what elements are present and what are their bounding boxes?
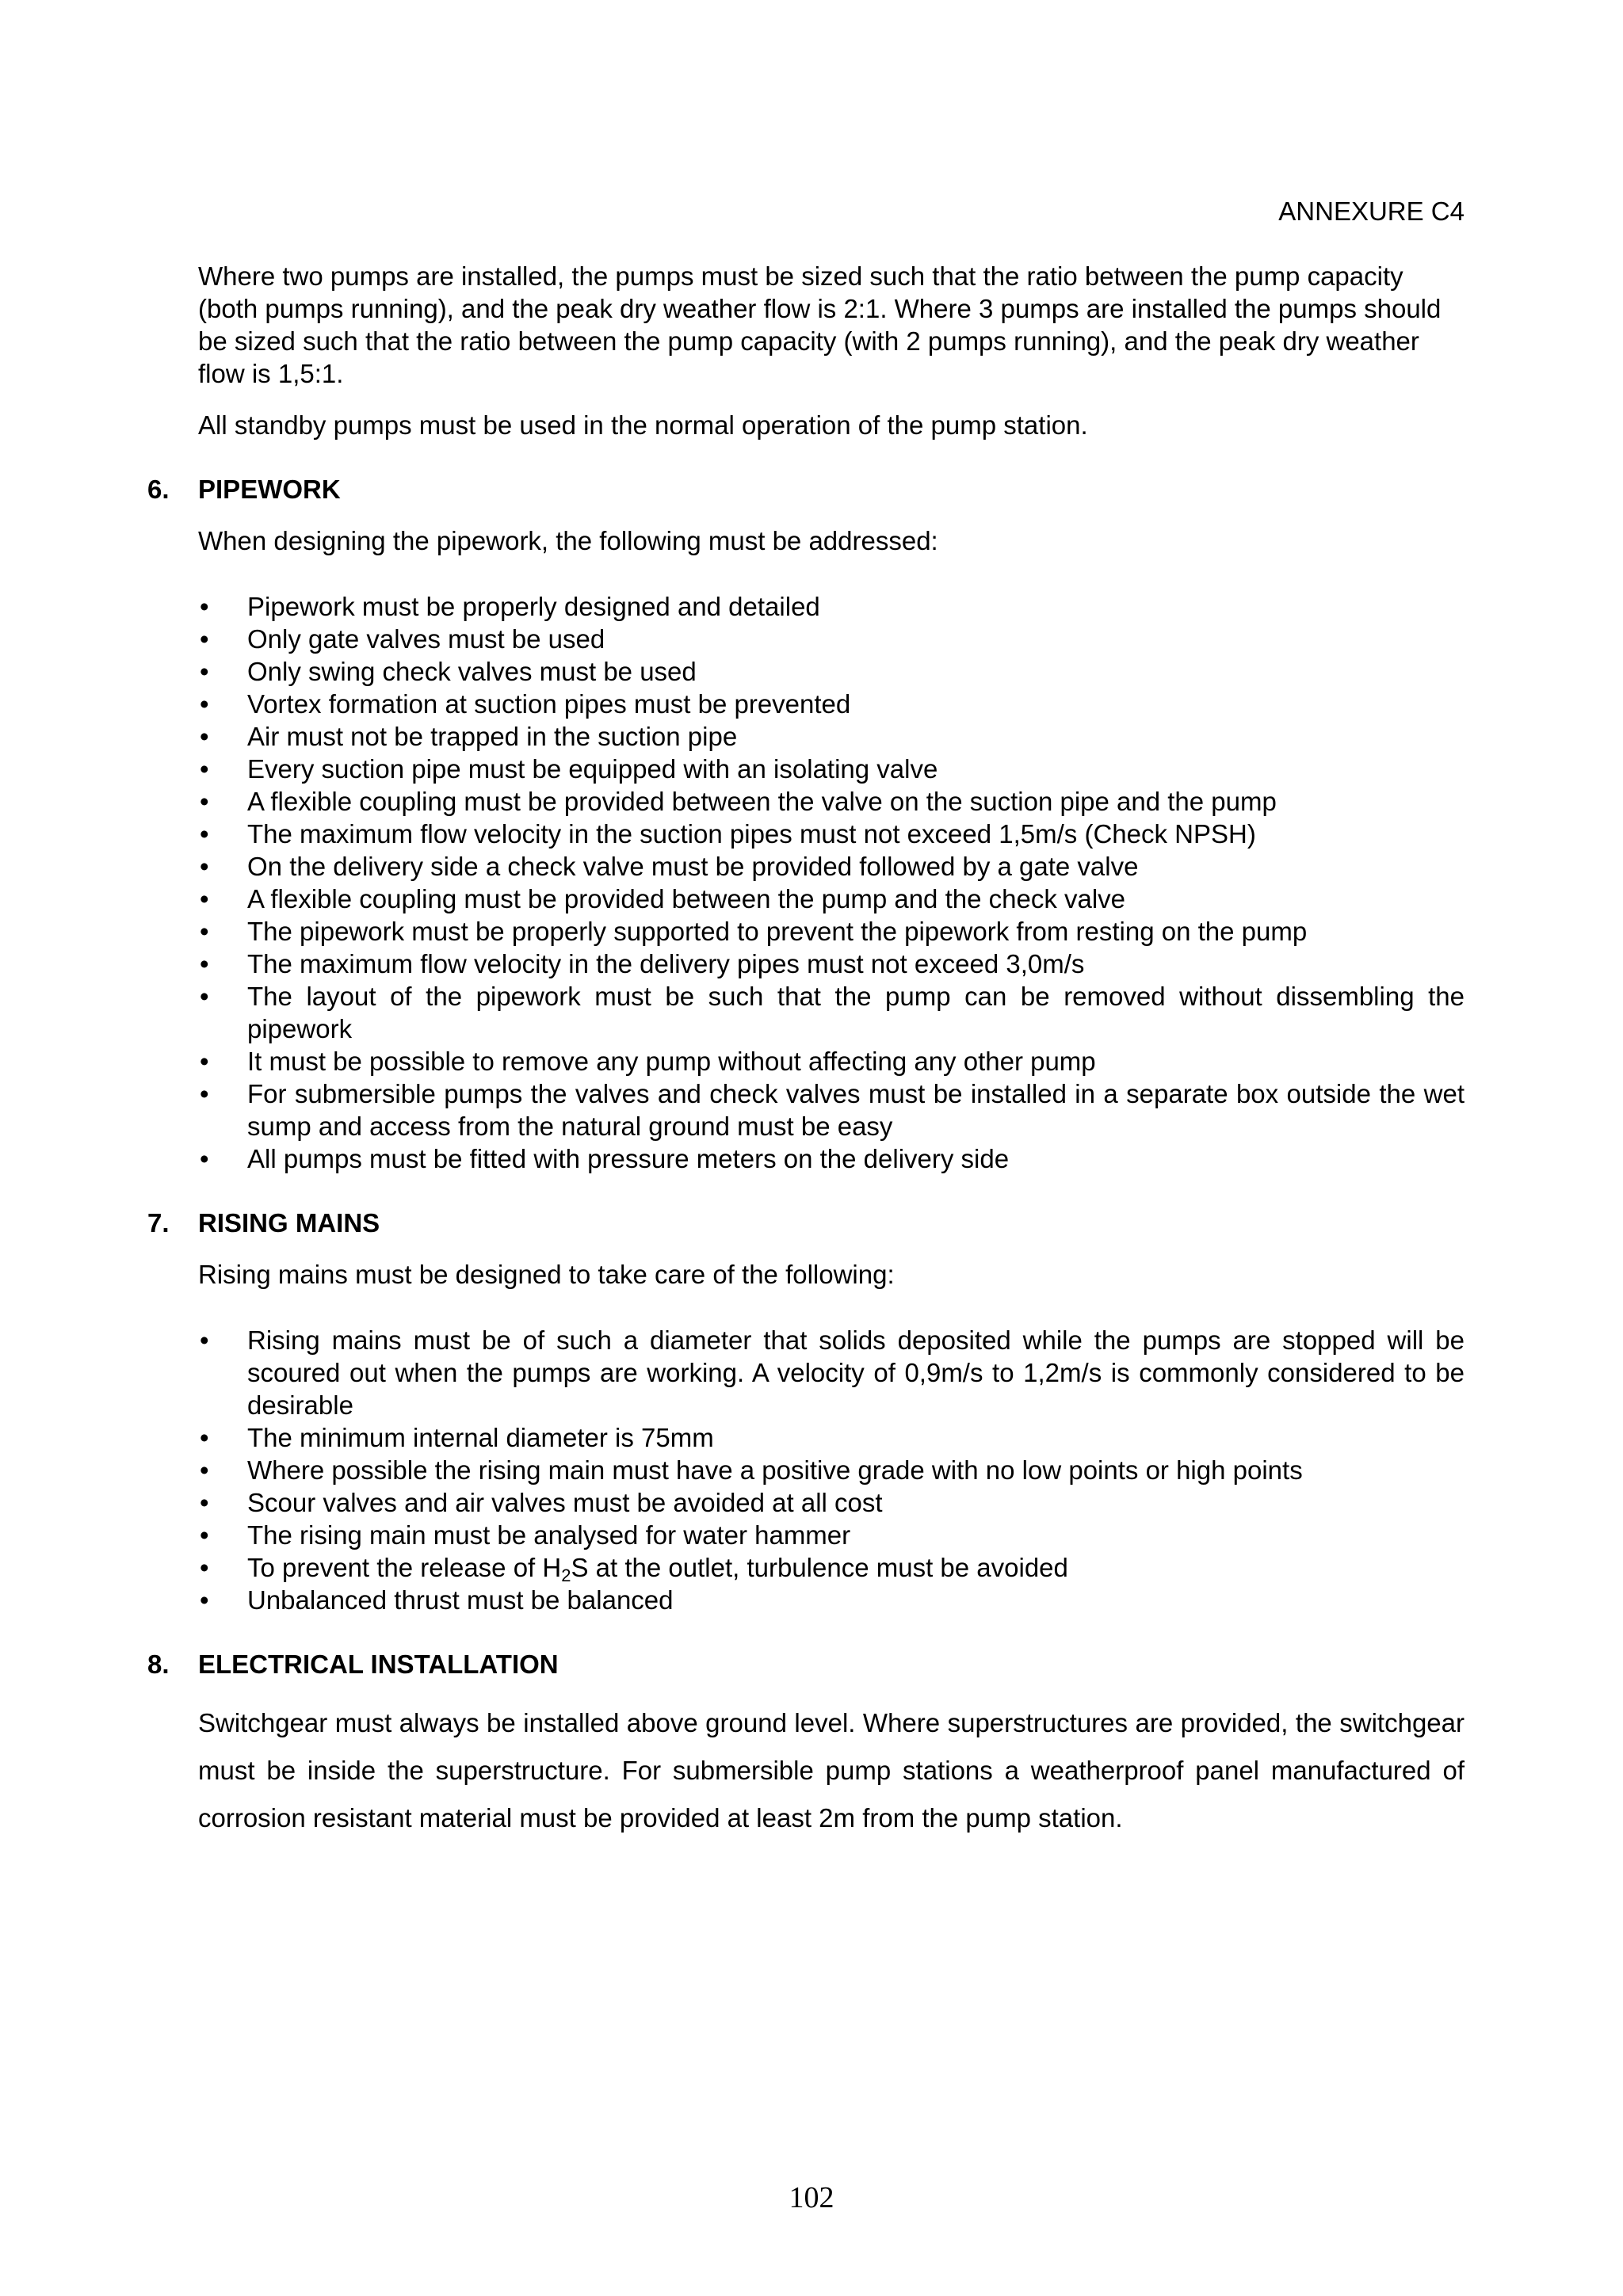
list-item: • The pipework must be properly supported to prevent the pipework from resting on the pump	[200, 917, 1308, 946]
bullet-icon: •	[200, 1325, 209, 1355]
section-heading-pipework	[147, 473, 1465, 505]
bullet-icon: •	[200, 1455, 209, 1485]
section-title: ELECTRICAL INSTALLATION	[198, 1650, 559, 1679]
rising-mains-bullet-list	[198, 1324, 1465, 1616]
section-heading-rising-mains	[147, 1207, 1465, 1239]
subscript: 2	[561, 1566, 571, 1585]
list-item: • The maximum flow velocity in the suction pipes must not exceed 1,5m/s (Check NPSH)	[200, 819, 1256, 849]
bullet-icon: •	[200, 917, 209, 946]
pipework-bullet-list	[198, 590, 1465, 1175]
pipework-intro: When designing the pipework, the following must be addressed:	[198, 526, 938, 555]
list-item: • The rising main must be analysed for water hammer	[200, 1520, 851, 1550]
list-item: • Vortex formation at suction pipes must be prevented	[200, 689, 851, 719]
list-item: • The layout of the pipework must be such that the pump can be removed without dissembling the pipework	[200, 982, 1465, 1043]
list-item: • Only gate valves must be used	[200, 624, 605, 654]
list-item: • All pumps must be fitted with pressure meters on the delivery side	[200, 1144, 1010, 1173]
standby-pumps-paragraph: All standby pumps must be used in the normal operation of the pump station.	[198, 410, 1088, 440]
bullet-icon: •	[200, 657, 209, 686]
electrical-paragraph: Switchgear must always be installed above ground level. Where superstructures are provided, the switchgear must be inside the superstructure. For submersible pump stations a weatherproof panel manufactured of corrosion resistant material must be provided at least 2m from the pump station.	[198, 1708, 1465, 1833]
list-item: • The maximum flow velocity in the delivery pipes must not exceed 3,0m/s	[200, 949, 1085, 978]
list-item: • A flexible coupling must be provided between the valve on the suction pipe and the pump	[200, 787, 1277, 816]
bullet-icon: •	[200, 624, 209, 654]
list-item: • Air must not be trapped in the suction pipe	[200, 722, 738, 751]
list-item: • Where possible the rising main must have a positive grade with no low points or high points	[200, 1455, 1303, 1485]
bullet-icon: •	[200, 1047, 209, 1076]
bullet-icon: •	[200, 1144, 209, 1173]
annexure-label: ANNEXURE C4	[1278, 196, 1465, 226]
section-number: 8.	[147, 1650, 170, 1679]
section-number: 6.	[147, 475, 170, 504]
pump-ratio-paragraph: Where two pumps are installed, the pumps must be sized such that the ratio between the pump capacity (both pumps running), and the peak dry weather flow is 2:1. Where 3 pumps are installed the pumps should be sized such that the ratio between the pump capacity (with 2 pumps running), and the peak dry weather flow is 1,5:1.	[198, 261, 1442, 388]
bullet-icon: •	[200, 722, 209, 751]
list-item: • On the delivery side a check valve must be provided followed by a gate valve	[200, 852, 1139, 881]
bullet-icon: •	[200, 787, 209, 816]
bullet-icon: •	[200, 754, 209, 784]
bullet-icon: •	[200, 819, 209, 849]
bullet-icon: •	[200, 1423, 209, 1452]
list-item: • A flexible coupling must be provided between the pump and the check valve	[200, 884, 1126, 913]
bullet-icon: •	[200, 689, 209, 719]
section-title: RISING MAINS	[198, 1208, 380, 1238]
section-number: 7.	[147, 1208, 170, 1238]
list-item: • For submersible pumps the valves and check valves must be installed in a separate box outside the wet sump and access from the natural ground must be easy	[200, 1079, 1465, 1141]
section-heading-electrical	[147, 1648, 1465, 1680]
list-item: • To prevent the release of $H_2S$ at the outlet, turbulence must be avoided	[200, 1553, 1068, 1585]
bullet-icon: •	[200, 1488, 209, 1517]
list-item: • Unbalanced thrust must be balanced	[200, 1585, 674, 1615]
list-item: • Only swing check valves must be used	[200, 657, 697, 686]
bullet-icon: •	[200, 852, 209, 881]
list-item: • Scour valves and air valves must be avoided at all cost	[200, 1488, 883, 1517]
list-item: • It must be possible to remove any pump without affecting any other pump	[200, 1047, 1096, 1076]
bullet-icon: •	[200, 1079, 209, 1108]
bullet-icon: •	[200, 592, 209, 621]
section-title: PIPEWORK	[198, 475, 341, 504]
list-item: • Every suction pipe must be equipped with an isolating valve	[200, 754, 938, 784]
bullet-icon: •	[200, 1553, 209, 1582]
bullet-icon: •	[200, 1585, 209, 1615]
bullet-icon: •	[200, 884, 209, 913]
page-number: 102	[789, 2181, 834, 2214]
bullet-icon: •	[200, 982, 209, 1011]
bullet-icon: •	[200, 1520, 209, 1550]
list-item: • Rising mains must be of such a diameter that solids deposited while the pumps are stopped will be scoured out when the pumps are working. A velocity of 0,9m/s to 1,2m/s is commonly considered to be desirable	[200, 1325, 1465, 1420]
document-body	[147, 260, 1465, 1861]
bullet-icon: •	[200, 949, 209, 978]
list-item: • The minimum internal diameter is 75mm	[200, 1423, 714, 1452]
rising-mains-intro: Rising mains must be designed to take care of the following:	[198, 1260, 895, 1289]
list-item: • Pipework must be properly designed and detailed	[200, 592, 820, 621]
